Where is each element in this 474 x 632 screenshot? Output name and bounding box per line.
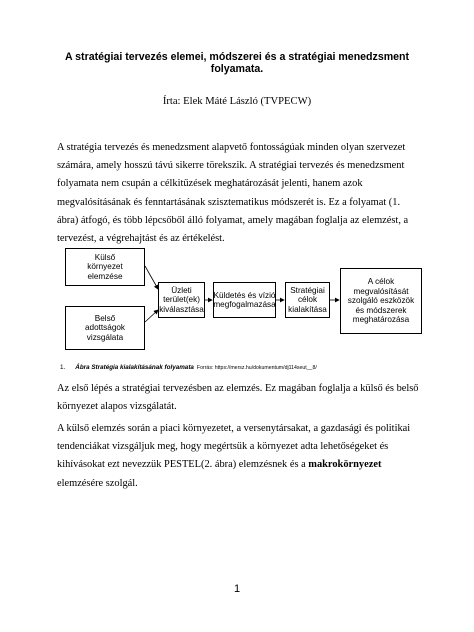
business-area-box: Üzleti terület(ek) kiválasztása — [158, 282, 205, 318]
intro-paragraph: A stratégia tervezés és menedzsment alapvető fontosságúak minden olyan szervezet számára, amely hosszú távú sikerre törekszik. A stratégiai tervezés és menedzsment folyamata nem csupán a célkitűzések meghatározását jelenti, hanem azok megvalósításának és fenntartásának szisztematikus módszerét is. Ez a folyamat (1. ábra) átfogó, és több lépcsőből álló folyamat, amely magában foglalja az elemzést, a tervezést, a végrehajtást és az értékelést. — [57, 142, 409, 245]
caption-number: 1. — [60, 364, 66, 371]
figure-caption — [60, 364, 440, 371]
goal-tools-box: A célok megvalósítását szolgáló eszközök és módszerek meghatározása — [340, 268, 422, 334]
page-number: 1 — [233, 583, 241, 595]
paragraph3-text-a: A külső elemzés során a piaci környezetet, a versenytársakat, a gazdasági és politikai tendenciákat vizsgáljuk meg, hogy megértsük a környezet adta lehetőségeket és kihívásokat ezt nevezzük PESTEL(2. ábra) elemzésnek és a — [57, 423, 411, 471]
internal-capabilities-box: Belső adottságok vizsgálata — [65, 306, 145, 350]
external-analysis-paragraph — [57, 420, 419, 493]
arrow-external-to-business — [145, 266, 158, 289]
mission-vision-box: Küldetés és vízió megfogalmazása — [213, 282, 276, 318]
caption-title: Ábra Stratégia kialakításának folyamata — [75, 364, 194, 371]
external-environment-box: Külső környezet elemzése — [65, 248, 145, 286]
arrow-internal-to-business — [145, 310, 158, 322]
strategy-process-diagram — [57, 244, 427, 362]
macro-environment-term: makrokörnyezet — [308, 459, 382, 471]
document-title: A stratégiai tervezés elemei, módszerei és a stratégiai menedzsment folyamata. — [64, 51, 410, 75]
analysis-paragraph: Az első lépés a stratégiai tervezésben az elemzés. Ez magában foglalja a külső és belső környezet alapos vizsgálatát. — [57, 383, 419, 413]
document-author: Írta: Elek Máté László (TVPECW) — [162, 96, 312, 107]
caption-source: Forrás: https://mersz.hu/dokumentum/dj114seut__8/ — [196, 365, 317, 371]
paragraph3-text-b: elemzésére szolgál. — [57, 477, 138, 489]
strategic-goals-box: Stratégiai célok kialakítása — [285, 282, 330, 318]
